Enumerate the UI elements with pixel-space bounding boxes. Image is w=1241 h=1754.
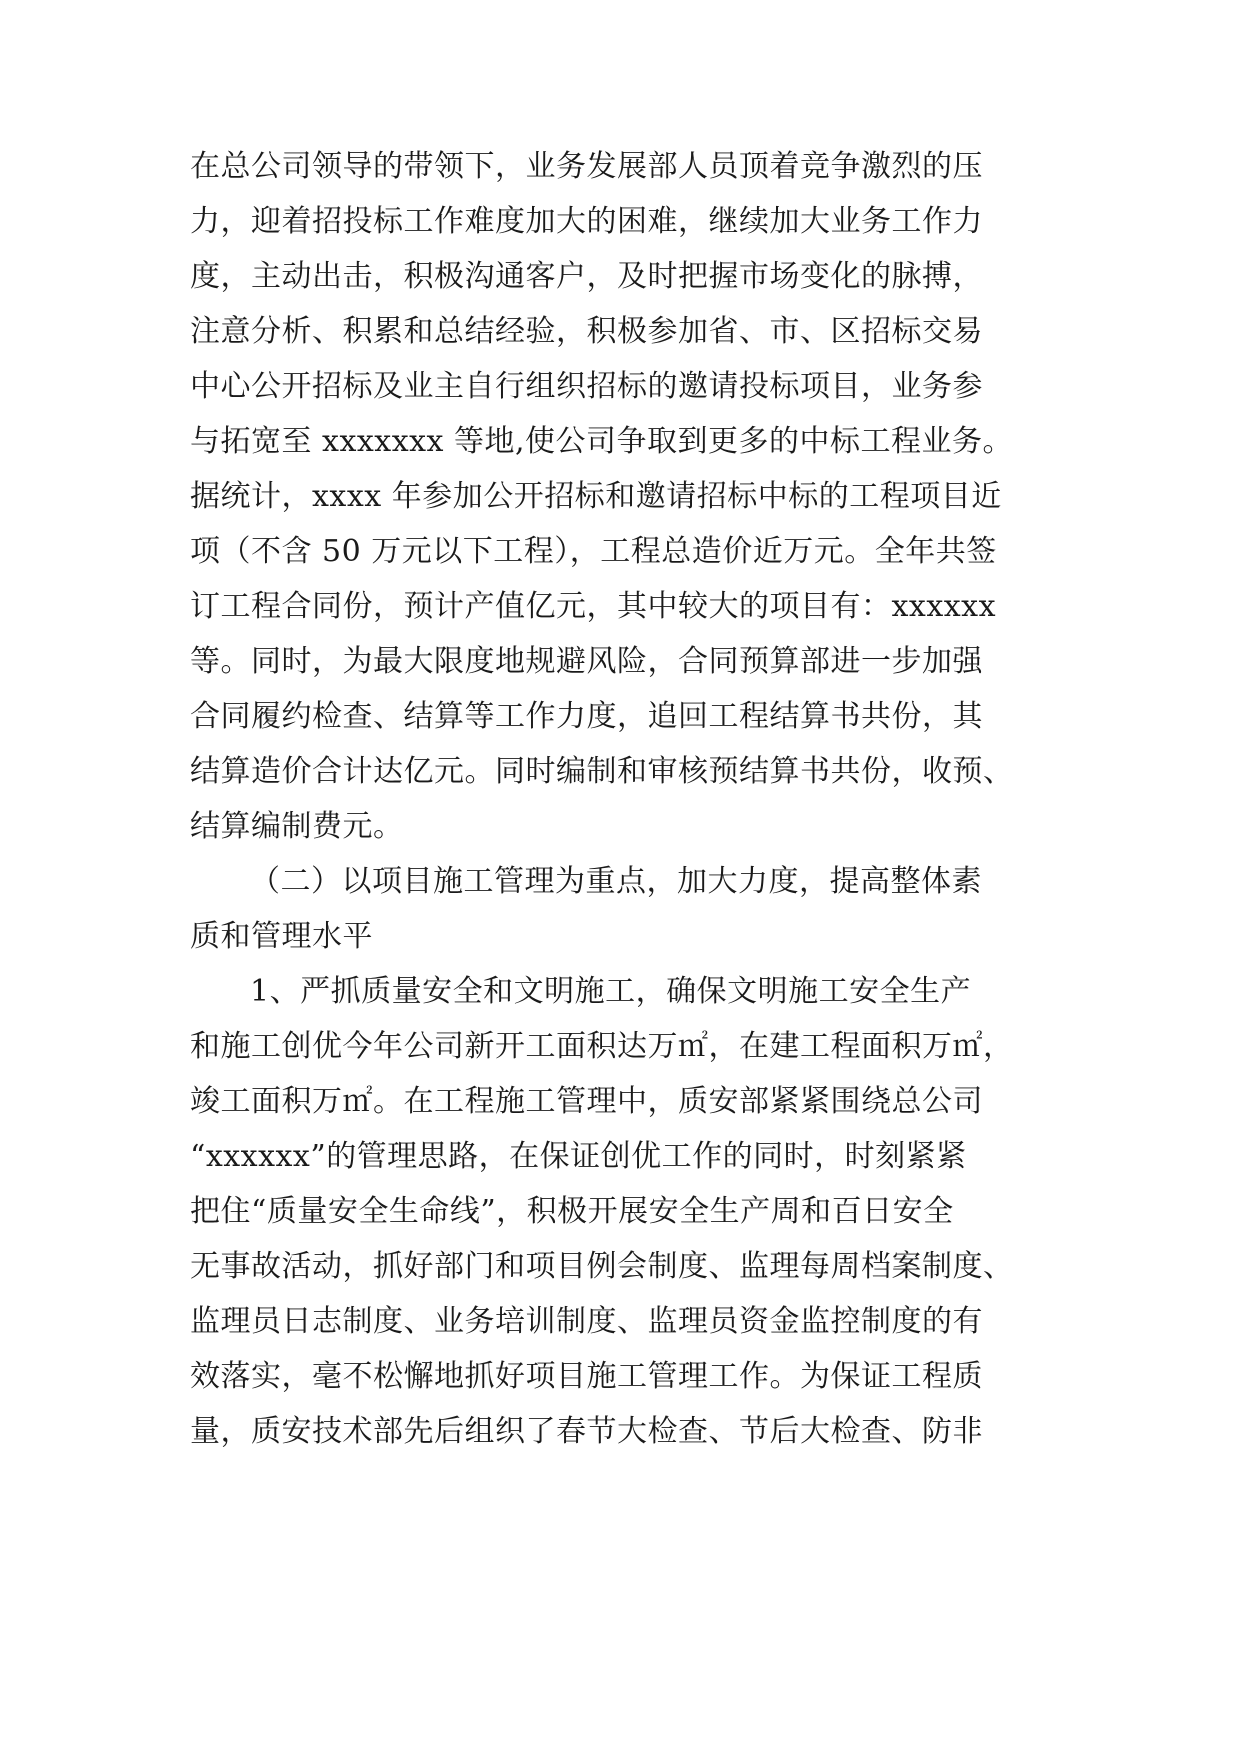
section-heading: （二）以项目施工管理为重点，加大力度，提高整体素 xyxy=(250,864,982,899)
text-line: “xxxxxx”的管理思路，在保证创优工作的同时，时刻紧紧 xyxy=(190,1139,967,1174)
text-line: 量，质安技术部先后组织了春节大检查、节后大检查、防非 xyxy=(190,1414,983,1449)
text-line: 合同履约检查、结算等工作力度，追回工程结算书共份，其 xyxy=(190,699,983,734)
text-line: 订工程合同份，预计产值亿元，其中较大的项目有：xxxxxx xyxy=(190,589,997,624)
text-line: 结算编制费元。 xyxy=(190,809,404,844)
text-line: 把住“质量安全生命线”，积极开展安全生产周和百日安全 xyxy=(190,1194,954,1229)
text-line: 据统计，xxxx 年参加公开招标和邀请招标中标的工程项目近 xyxy=(190,479,1002,514)
text-line: 结算造价合计达亿元。同时编制和审核预结算书共份，收预、 xyxy=(190,754,1014,789)
text-line: 和施工创优今年公司新开工面积达万㎡，在建工程面积万㎡， xyxy=(190,1029,1014,1064)
text-line: 力，迎着招投标工作难度加大的困难，继续加大业务工作力 xyxy=(190,204,983,239)
subsection-heading: 1、严抓质量安全和文明施工，确保文明施工安全生产 xyxy=(250,974,972,1009)
text-line: 等。同时，为最大限度地规避风险，合同预算部进一步加强 xyxy=(190,644,983,679)
text-line: 无事故活动，抓好部门和项目例会制度、监理每周档案制度、 xyxy=(190,1249,1014,1284)
text-line: 度，主动出击，积极沟通客户，及时把握市场变化的脉搏， xyxy=(190,259,983,294)
text-line: 中心公开招标及业主自行组织招标的邀请投标项目，业务参 xyxy=(190,369,983,404)
text-line: 项（不含 50 万元以下工程），工程总造价近万元。全年共签 xyxy=(190,534,997,569)
text-line: 与拓宽至 xxxxxxx 等地,使公司争取到更多的中标工程业务。 xyxy=(190,424,1014,459)
text-line: 注意分析、积累和总结经验，积极参加省、市、区招标交易 xyxy=(190,314,983,349)
text-line: 竣工面积万㎡。在工程施工管理中，质安部紧紧围绕总公司 xyxy=(190,1084,983,1119)
text-line: 监理员日志制度、业务培训制度、监理员资金监控制度的有 xyxy=(190,1304,983,1339)
text-line: 在总公司领导的带领下，业务发展部人员顶着竞争激烈的压 xyxy=(190,149,983,184)
text-line: 效落实，毫不松懈地抓好项目施工管理工作。为保证工程质 xyxy=(190,1359,983,1394)
section-heading-continued: 质和管理水平 xyxy=(190,919,373,954)
